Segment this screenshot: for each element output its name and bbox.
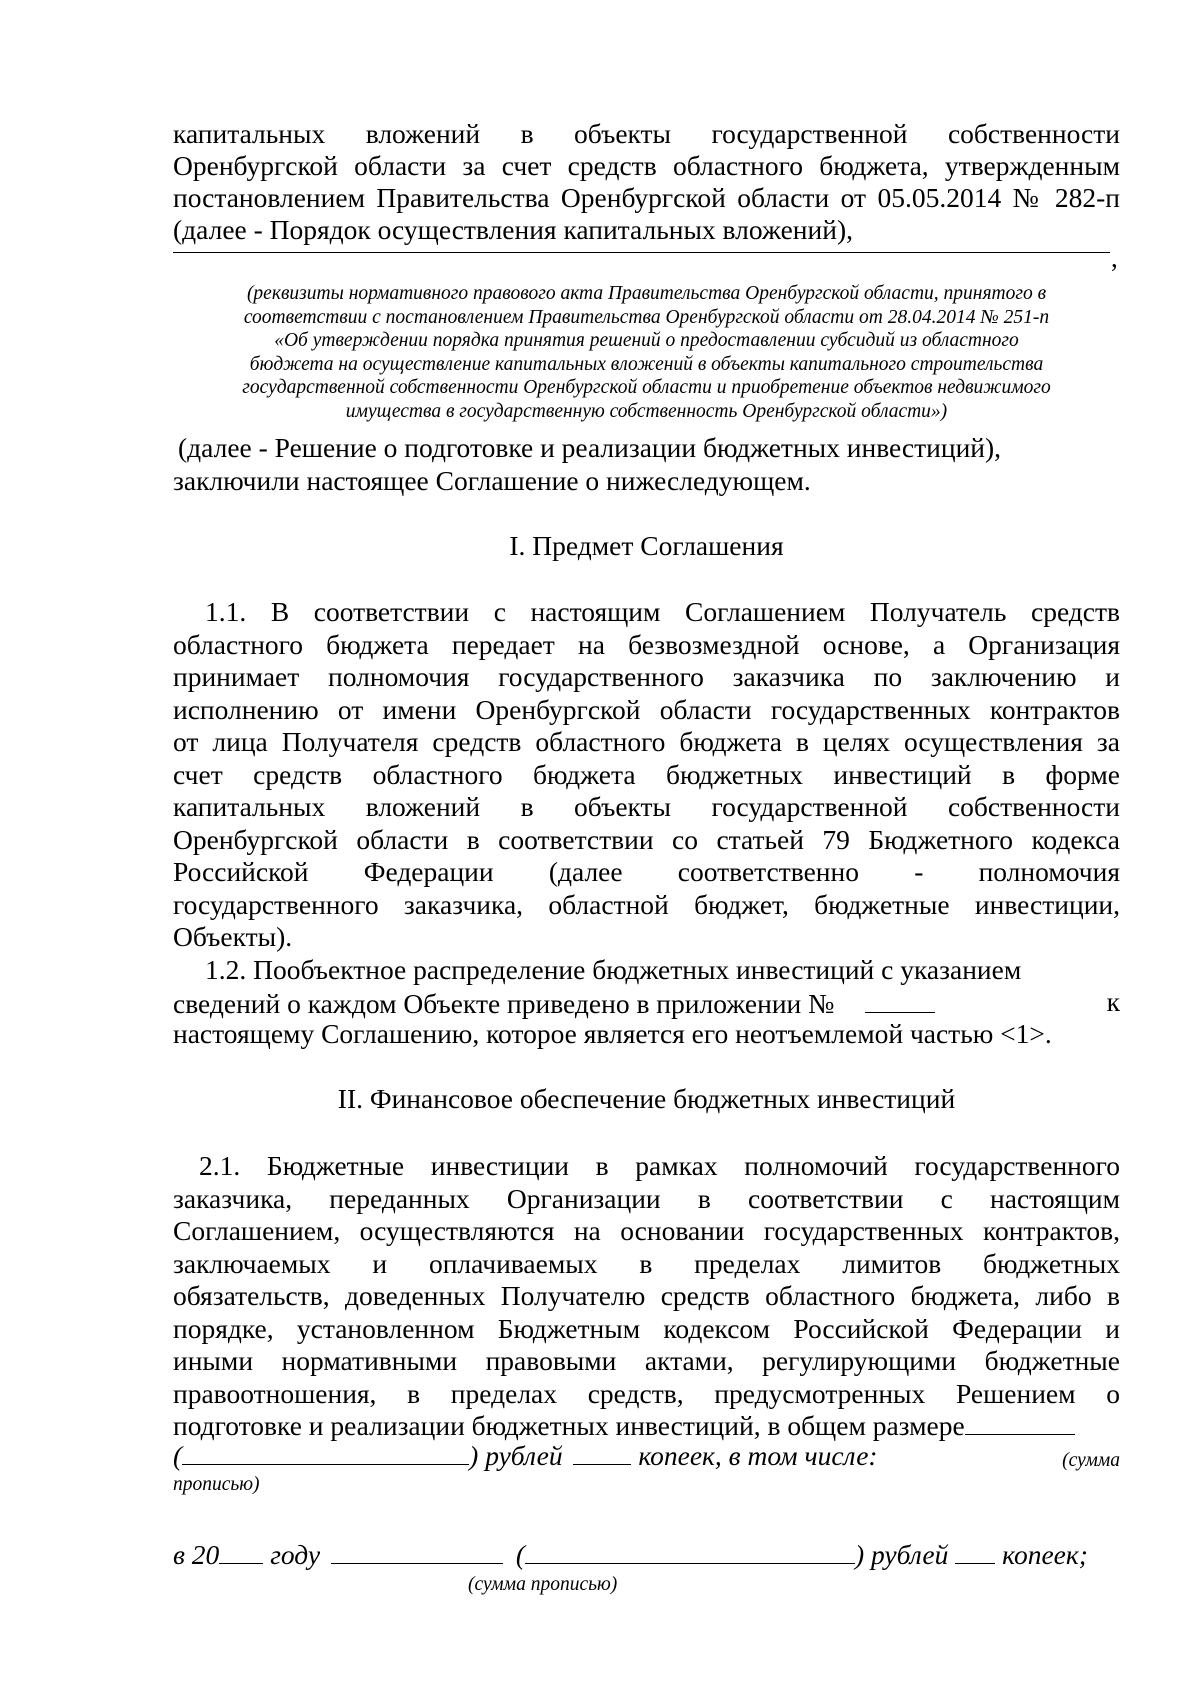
intro-line-1-word: объекты [574, 118, 672, 149]
intro-line-1-word: в [520, 118, 534, 149]
appendix-number-blank [865, 986, 935, 1013]
p21-line-last [173, 1410, 1120, 1443]
section-1-title: I. Предмет Соглашения [509, 530, 784, 561]
year-sum-in-words-label: (сумма прописью) [468, 1574, 618, 1595]
requisites-note [173, 282, 1120, 423]
amount-words-blank [182, 1440, 469, 1465]
amount-rubles: ) рублей [469, 1440, 563, 1471]
p11-line: областного бюджета передает на безвозмездной основе, а Организация [173, 628, 1120, 660]
note-line: «Об утверждении порядка принятия решений о предоставлении субсидий из областного [274, 330, 1019, 351]
after-note-line-1: (далее - Решение о подготовке и реализации бюджетных инвестиций), [178, 432, 1002, 463]
p11-line: Оренбургской области в соответствии со статьей 79 Бюджетного кодекса [173, 823, 1120, 855]
total-amount-blank [965, 1410, 1075, 1435]
year-open-paren: ( [515, 1539, 525, 1570]
p21-last-text: подготовке и реализации бюджетных инвестиций, в общем размере [173, 1410, 965, 1441]
paragraph-1-2-line-3: настоящему Соглашению, которое является его неотъемлемой частью <1>. [173, 1018, 1052, 1049]
p21-line: заказчика, переданных Организации в соответствии с настоящим [173, 1182, 1120, 1214]
p11-line: принимает полномочия государственного заказчика по заключению и [173, 661, 1120, 692]
requisites-line-comma: , [1111, 243, 1118, 273]
year-rubles: ) рублей [854, 1539, 949, 1570]
p21-line: правоотношения, в пределах средств, предусмотренных Решением о [173, 1377, 1120, 1409]
p11-line: капитальных вложений в объекты государственной собственности [173, 791, 1120, 822]
paragraph-2-1 [173, 1150, 1120, 1443]
intro-line-1-word: государственной [711, 118, 908, 149]
p11-line: исполнению от имени Оренбургской области государственных контрактов [173, 693, 1120, 725]
paragraph-1-2-line-1: 1.2. Пообъектное распределение бюджетных инвестиций с указанием [205, 954, 1022, 985]
intro-line-1-word: собственности [947, 118, 1120, 149]
p21-line: 2.1. Бюджетные инвестиции в рамках полномочий государственного [199, 1150, 1120, 1181]
year-amount-line [173, 1539, 1120, 1572]
p21-line: иными нормативными правовыми актами, регулирующими бюджетные [173, 1345, 1120, 1376]
amount-open-paren: ( [173, 1440, 183, 1471]
p21-line: порядке, установленном Бюджетным кодексом Российской Федерации и [173, 1312, 1120, 1344]
year-sum-words-blank [525, 1539, 855, 1564]
intro-line-1-word: капитальных [173, 118, 326, 149]
sum-in-words-label: (сумма [1062, 1450, 1120, 1471]
p11-line: государственного заказчика, областной бюджет, бюджетные инвестиции, [173, 888, 1120, 920]
amount-kopecks: копеек, в том числе: [638, 1440, 878, 1471]
year-blank [219, 1539, 263, 1564]
p11-line: Российской Федерации (далее соответственно - полномочия [173, 856, 1120, 887]
note-line: бюджета на осуществление капитальных вложений в объекты капитального строительства [249, 353, 1044, 375]
intro-line-1-word: вложений [365, 118, 481, 149]
p21-line: Соглашением, осуществляются на основании государственных контрактов, [173, 1215, 1120, 1246]
p21-line: заключаемых и оплачиваемых в пределах лимитов бюджетных [173, 1247, 1120, 1279]
note-line: (реквизиты нормативного правового акта Правительства Оренбургской области, принятого в [246, 283, 1047, 304]
year-kopecks-blank [955, 1539, 995, 1564]
year-word: году [270, 1539, 321, 1570]
p11-line: от лица Получателя средств областного бюджета в целях осуществления за [173, 726, 1120, 757]
p11-line: счет средств областного бюджета бюджетных инвестиций в форме [173, 758, 1120, 790]
note-line: соответствии с постановлением Правительства Оренбургской области от 28.04.2014 № 251-п [243, 306, 1050, 328]
intro-line-1 [173, 118, 1120, 151]
year-sum-digits-blank [331, 1539, 503, 1564]
p11-line-last: Объекты). [173, 921, 293, 952]
paragraph-1-2-line-2 [173, 986, 1120, 1021]
p12-line-2-end: к [1106, 986, 1120, 1017]
note-line: имущества в государственную собственность Оренбургской области») [345, 400, 948, 422]
p12-line-2-text: сведений о каждом Объекте приведено в приложении № [173, 988, 835, 1019]
year-prefix: в 20 [173, 1539, 220, 1570]
p11-line: 1.1. В соответствии с настоящим Соглашением Получатель средств [205, 596, 1120, 627]
kopecks-blank [573, 1440, 631, 1465]
year-kopecks: копеек; [1002, 1539, 1088, 1570]
after-note-line-2: заключили настоящее Соглашение о нижеследующем. [173, 465, 811, 496]
intro-line-4: (далее - Порядок осуществления капитальных вложений), [173, 214, 853, 245]
section-2-title: II. Финансовое обеспечение бюджетных инвестиций [337, 1083, 956, 1114]
p21-line: обязательств, доведенных Получателю средств областного бюджета, либо в [173, 1280, 1120, 1311]
amount-line [173, 1440, 1120, 1474]
intro-line-3: постановлением Правительства Оренбургской области от 05.05.2014 № 282-п [173, 182, 1120, 213]
note-line: государственной собственности Оренбургской области и приобретение объектов недвижимого [242, 377, 1051, 398]
intro-line-2: Оренбургской области за счет средств областного бюджета, утвержденным [173, 150, 1120, 181]
sum-in-words-label-cont: прописью) [173, 1474, 260, 1495]
paragraph-1-1 [173, 596, 1120, 954]
requisites-blank-line [173, 252, 1110, 253]
